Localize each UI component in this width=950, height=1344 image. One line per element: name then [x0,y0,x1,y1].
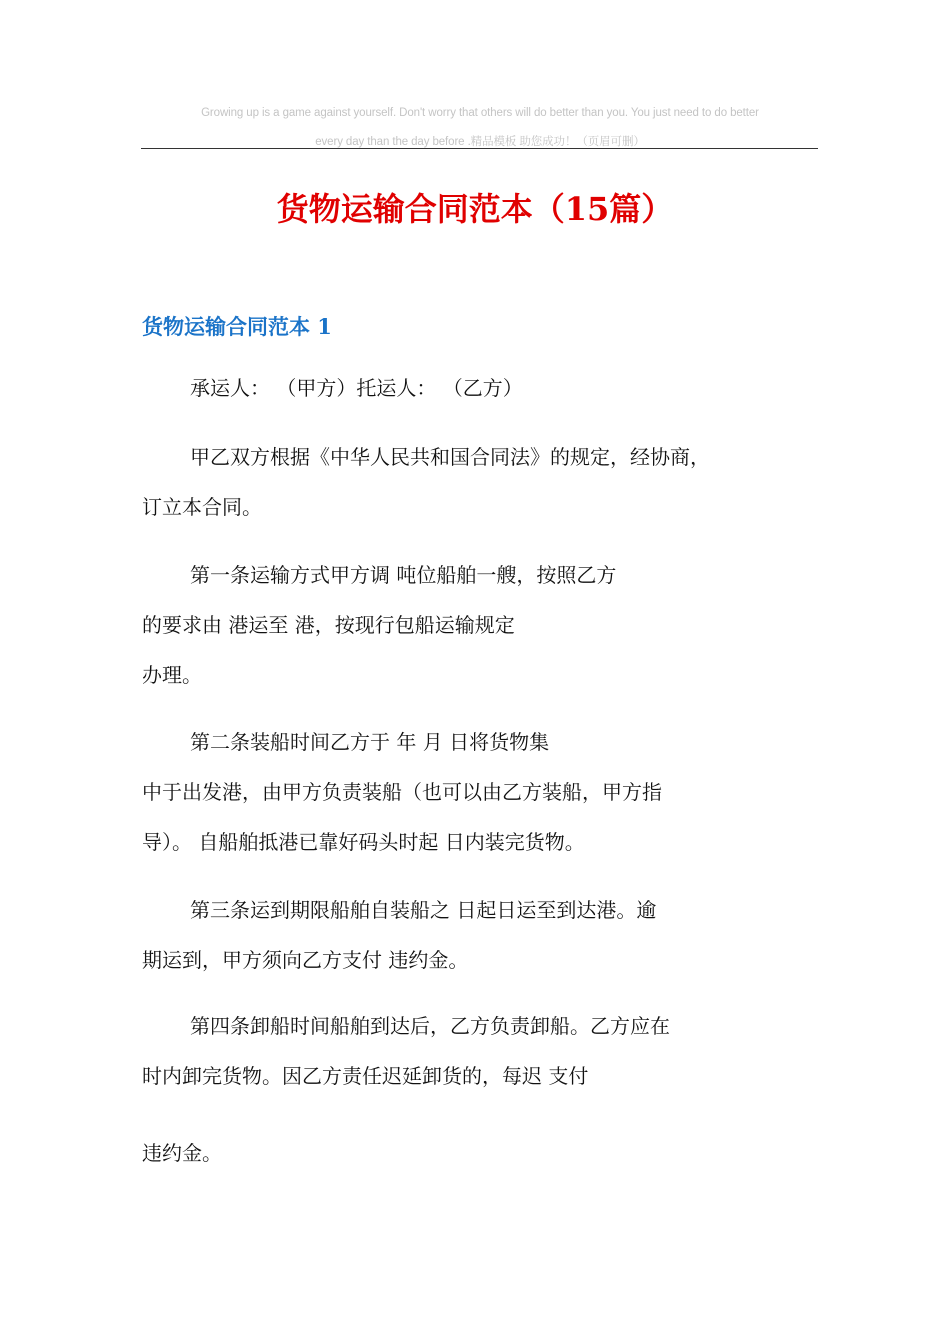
article-1-line-2: 的要求由 港运至 港，按现行包船运输规定 [142,613,515,637]
article-2-line-1: 第二条装船时间乙方于 年 月 日将货物集 [190,730,550,754]
article-1-line-3: 办理。 [142,663,202,687]
parties-line: 承运人： （甲方）托运人： （乙方） [190,376,523,400]
document-title: 货物运输合同范本（15篇） [276,190,674,228]
header-watermark-line-1: Growing up is a game against yourself. Don't worry that others will do better than you. You just need to do better [201,107,759,119]
section-title: 货物运输合同范本 1 [142,314,332,339]
article-3-line-1: 第三条运到期限船舶自装船之 日起日运至到达港。逾 [190,898,657,922]
article-4-line-2: 时内卸完货物。因乙方责任迟延卸货的，每迟 支付 [142,1064,589,1088]
article-2-line-2: 中于出发港，由甲方负责装船（也可以由乙方装船，甲方指 [142,780,662,804]
article-4-line-3: 违约金。 [142,1141,222,1165]
article-2-line-3: 导）。 自船舶抵港已靠好码头时起 日内装完货物。 [142,830,585,854]
article-3-line-2: 期运到，甲方须向乙方支付 违约金。 [142,948,469,972]
paragraph-preamble-line-2: 订立本合同。 [142,495,262,519]
header-divider [141,148,818,149]
article-1-line-1: 第一条运输方式甲方调 吨位船舶一艘，按照乙方 [190,563,617,587]
article-4-line-1: 第四条卸船时间船舶到达后，乙方负责卸船。乙方应在 [190,1014,670,1038]
paragraph-preamble-line-1: 甲乙双方根据《中华人民共和国合同法》的规定，经协商， [190,445,710,469]
header-watermark-line-2: every day than the day before .精品模板 助您成功！（页眉可删） [315,136,645,148]
